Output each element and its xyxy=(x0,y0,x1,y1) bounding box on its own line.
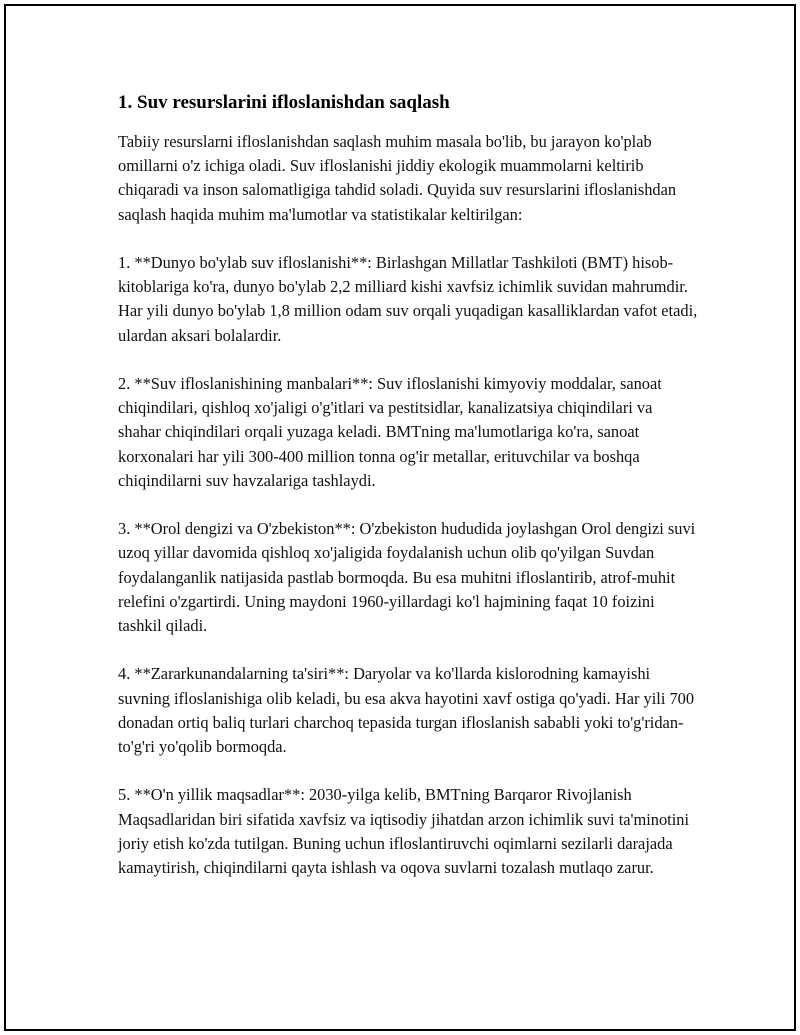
paragraph-pollutant-impact: 4. **Zararkunandalarning ta'siri**: Daryolar va ko'llarda kislorodning kamayishi suvning ifloslanishiga olib keladi, bu esa akva hayotini xavf ostiga qo'yadi. Har yili 700 donadan ortiq baliq turlari charchoq tepasida turgan ifloslanish sababli yoki to'g'ridan-to'g'ri yo'qolib bormoqda. xyxy=(118,664,695,757)
document-title: 1. Suv resurslarini ifloslanishdan saqlash xyxy=(118,92,450,113)
intro-paragraph: Tabiiy resurslarni ifloslanishdan saqlash muhim masala bo'lib, bu jarayon ko'plab omillarni o'z ichiga oladi. Suv ifloslanishi jiddiy ekologik muammolarni keltirib chiqaradi va inson salomatligiga tahdid soladi. Quyida suv resurslarini ifloslanishdan saqlash haqida muhim ma'lumotlar va statistikalar keltirilgan: xyxy=(118,132,677,224)
paragraph-global-water-pollution: 1. **Dunyo bo'ylab suv ifloslanishi**: Birlashgan Millatlar Tashkiloti (BMT) hisob-kitoblariga ko'ra, dunyo bo'ylab 2,2 milliard kishi xavfsiz ichimlik suvidan mahrumdir. Har yili dunyo bo'ylab 1,8 million odam suv orqali yuqadigan kasalliklardan vafot etadi, ulardan aksari bolalardir. xyxy=(118,253,698,345)
paragraph-decade-goals: 5. **O'n yillik maqsadlar**: 2030-yilga kelib, BMTning Barqaror Rivojlanish Maqsadlaridan biri sifatida xavfsiz va iqtisodiy jihatdan arzon ichimlik suvi ta'minotini joriy etish ko'zda tutilgan. Buning uchun ifloslantiruvchi oqimlarni sezilarli darajada kamaytirish, chiqindilarni qayta ishlash va oqova suvlarni tozalash mutlaqo zarur. xyxy=(118,785,690,878)
paragraph-aral-sea: 3. **Orol dengizi va O'zbekiston**: O'zbekiston hududida joylashgan Orol dengizi suvi uzoq yillar davomida qishloq xo'jaligida foydalanish uchun olib qo'yilgan Suvdan foydalanganlik natijasida pastlab bormoqda. Bu esa muhitni ifloslantirib, atrof-muhit relefini o'zgartirdi. Uning maydoni 1960-yillardagi ko'l hajmining faqat 10 foizini tashkil qiladi. xyxy=(118,519,696,636)
paragraph-pollution-sources: 2. **Suv ifloslanishining manbalari**: Suv ifloslanishi kimyoviy moddalar, sanoat chiqindilari, qishloq xo'jaligi o'g'itlari va pestitsidlar, kanalizatsiya chiqindilari va shahar chiqindilari orqali yuzaga keladi. BMTning ma'lumotlariga ko'ra, sanoat korxonalari har yili 300-400 million tonna og'ir metallar, erituvchilar va boshqa chiqindilarni suv havzalariga tashlaydi. xyxy=(118,374,662,490)
document-body xyxy=(118,90,698,904)
